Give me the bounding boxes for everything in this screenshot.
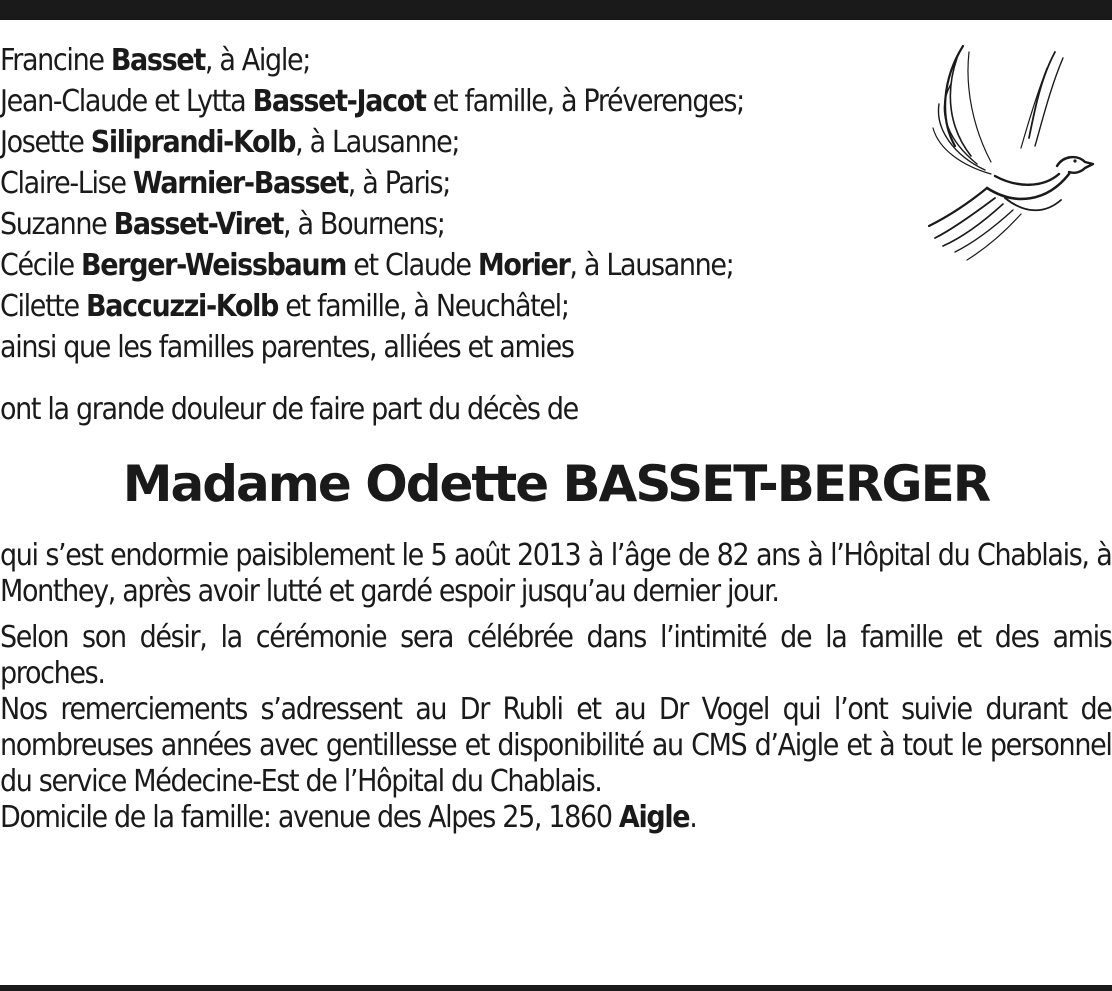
mourner-line: Claire-Lise Warnier-Basset, à Paris; bbox=[0, 166, 450, 201]
mourners-closing: ainsi que les familles parentes, alliées et amies bbox=[0, 330, 574, 365]
bottom-border-rule bbox=[0, 985, 1112, 991]
obituary-body bbox=[0, 538, 1112, 836]
mourner-line: Francine Basset, à Aigle; bbox=[0, 43, 311, 78]
mourner-line: Cilette Baccuzzi-Kolb et famille, à Neuchâtel; bbox=[0, 289, 569, 324]
announcement-text: ont la grande douleur de faire part du décès de bbox=[0, 392, 578, 427]
mourners-list bbox=[0, 40, 837, 368]
ceremony-paragraph: Selon son désir, la cérémonie sera célébrée dans l’intimité de la famille et des amis proches. bbox=[0, 620, 1112, 691]
top-border-rule bbox=[0, 0, 1112, 20]
domicile-paragraph: Domicile de la famille: avenue des Alpes 25, 1860 Aigle. bbox=[0, 800, 697, 835]
mourner-line: Jean-Claude et Lytta Basset-Jacot et famille, à Préverenges; bbox=[0, 84, 744, 119]
dove-icon bbox=[925, 38, 1095, 278]
mourner-line: Cécile Berger-Weissbaum et Claude Morier, à Lausanne; bbox=[0, 248, 734, 283]
death-paragraph: qui s’est endormie paisiblement le 5 août 2013 à l’âge de 82 ans à l’Hôpital du Chablais, à Monthey, après avoir lutté et gardé espoir jusqu’au dernier jour. bbox=[0, 538, 1112, 609]
deceased-name: Madame Odette BASSET-BERGER bbox=[122, 455, 990, 513]
mourner-line: Suzanne Basset-Viret, à Bournens; bbox=[0, 207, 445, 242]
mourner-line: Josette Siliprandi-Kolb, à Lausanne; bbox=[0, 125, 460, 160]
thanks-paragraph: Nos remerciements s’adressent au Dr Rubli et au Dr Vogel qui l’ont suivie durant de nombreuses années avec gentillesse et disponibilité au CMS d’Aigle et à tout le personnel du service Médecine-Est de l’Hôpital du Chablais. bbox=[0, 692, 1112, 799]
